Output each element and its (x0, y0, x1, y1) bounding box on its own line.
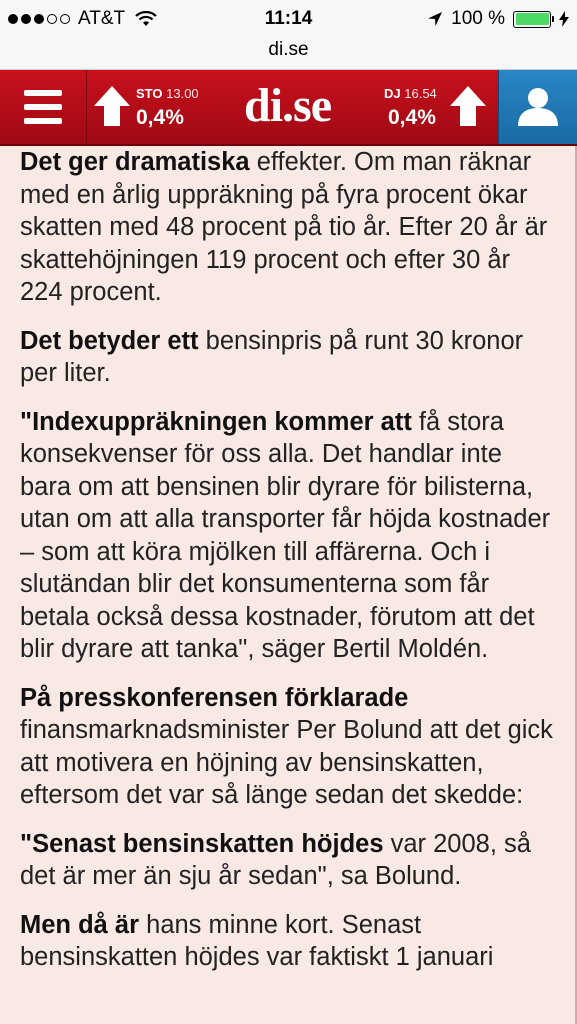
address-bar[interactable] (0, 38, 577, 70)
paragraph-lead: "Senast bensinskatten höjdes (20, 829, 384, 858)
ticker-change: 0,4% (388, 106, 436, 129)
menu-button[interactable] (0, 70, 87, 144)
paragraph-lead: Men då är (20, 910, 140, 939)
carrier-name: AT&T (78, 8, 126, 29)
battery-percentage: 100 % (451, 8, 505, 29)
ticker-level: 13.00 (166, 86, 199, 101)
ticker-dj[interactable] (384, 80, 494, 136)
paragraph-lead: Det betyder ett (20, 326, 199, 355)
paragraph-text: bensinpris på runt 30 kronor per liter. (20, 326, 524, 387)
charging-bolt-icon (559, 11, 569, 27)
paragraph-text: var 2008, så det är mer än sju år sedan", sa Bolund. (20, 829, 531, 890)
paragraph-text: få stora konsekvenser för oss alla. Det handlar inte bara om att bensinen blir dyrare för bilisterna, utan om att alla transporter får höjda kostnader – som att köra mjölken till affärerna. Och i slutändan blir det konsumenterna som får betala också dessa kostnader, förutom att det blir dyrare att tanka", säger Bertil Moldén. (20, 407, 551, 663)
paragraph-text: finansmarknadsminister Per Bolund att det gick att motivera en höjning av bensinskatten, eftersom det var så länge sedan det skedde: (20, 716, 553, 809)
article-paragraph (20, 682, 557, 812)
user-icon (516, 84, 560, 128)
article-paragraph (20, 406, 557, 666)
site-header (0, 70, 577, 146)
battery-icon (513, 11, 551, 28)
status-bar (0, 0, 577, 38)
paragraph-text: hans minne kort. Senast bensinskatten höjdes var faktiskt 1 januari (20, 910, 494, 971)
up-arrow-icon (94, 86, 130, 126)
paragraph-lead: På presskonferensen förklarade (20, 683, 409, 712)
ticker-level: 16.54 (404, 86, 437, 101)
clock: 11:14 (264, 8, 313, 29)
article-paragraph (20, 325, 557, 390)
user-account-button[interactable] (498, 70, 577, 144)
location-arrow-icon (427, 11, 443, 27)
ticker-name: STO (136, 86, 163, 101)
ticker-sto[interactable] (94, 80, 224, 136)
up-arrow-icon (450, 86, 486, 126)
paragraph-lead: Det ger dramatiska (20, 148, 250, 176)
article-paragraph (20, 146, 557, 309)
paragraph-lead: "Indexuppräkningen kommer att (20, 407, 412, 436)
ticker-change: 0,4% (136, 106, 184, 129)
ticker-name: DJ (384, 86, 401, 101)
article-body (0, 146, 577, 990)
url-text: di.se (268, 39, 309, 60)
article-paragraph (20, 828, 557, 893)
paragraph-text: effekter. Om man räknar med en årlig uppräkning på fyra procent ökar skatten med 48 procent på tio år. Efter 20 år är skattehöjningen 119 procent och efter 30 år 224 procent. (20, 148, 548, 306)
site-logo[interactable]: di.se (244, 79, 332, 132)
article-paragraph (20, 909, 557, 974)
